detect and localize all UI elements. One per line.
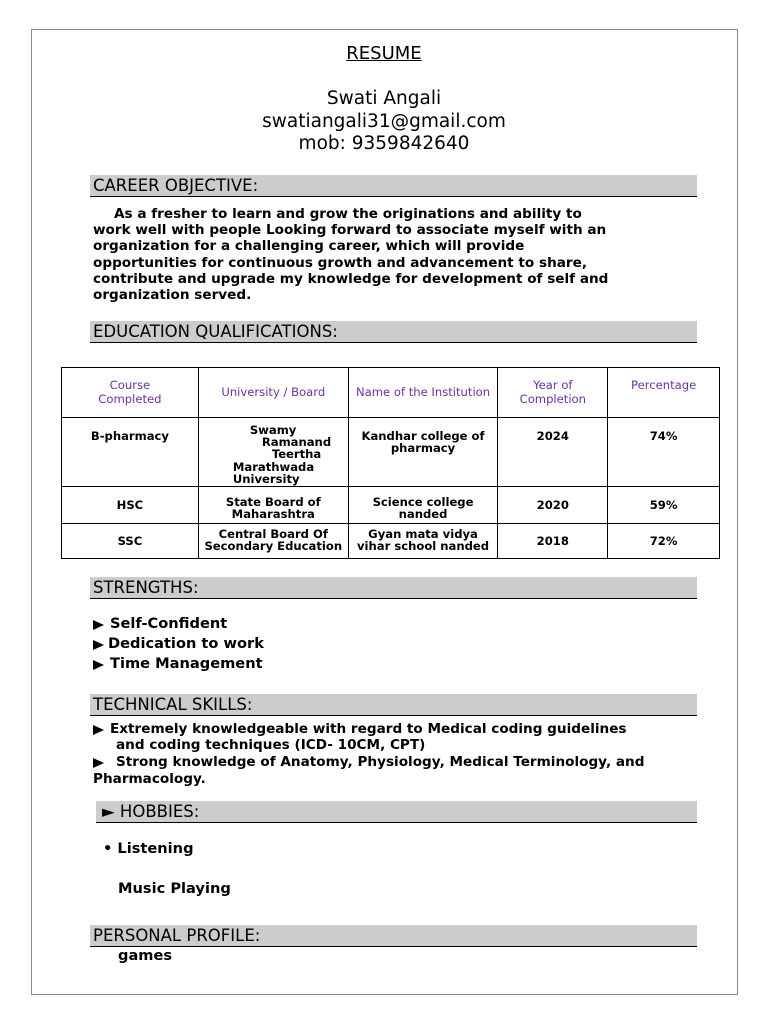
career-objective-heading: CAREER OBJECTIVE: (90, 175, 697, 197)
technical-skills-list (93, 721, 697, 787)
table-row (62, 487, 720, 524)
cell-institution: Science college nanded (348, 487, 498, 524)
strengths-heading: STRENGTHS: (90, 577, 697, 599)
cell-year: 2024 (498, 418, 608, 487)
personal-profile-heading: PERSONAL PROFILE: (90, 925, 697, 947)
cell-institution: Kandhar college of pharmacy (348, 418, 498, 487)
hobbies-heading: ► HOBBIES: (96, 801, 697, 823)
career-objective-text (93, 206, 697, 303)
triangle-bullet-icon (93, 640, 104, 650)
cell-course: HSC (62, 487, 199, 524)
column-header: Percentage (608, 368, 720, 418)
list-item-continuation: and coding techniques (ICD- 10CM, CPT) (116, 737, 426, 754)
column-header: Name of the Institution (348, 368, 498, 418)
career-line: organization for a challenging career, which will provide (93, 238, 525, 255)
hobby-item: Music Playing (118, 880, 231, 897)
candidate-email: swatiangali31@gmail.com (262, 111, 506, 132)
cell-percentage: 72% (608, 524, 720, 559)
table-header-row (62, 368, 720, 418)
cell-university: Swamy Ramanand Teertha Marathwada University (198, 418, 348, 487)
cell-year: 2018 (498, 524, 608, 559)
career-line: contribute and upgrade my knowledge for development of self and (93, 270, 609, 287)
column-header: Year of Completion (498, 368, 608, 418)
cell-course: B-pharmacy (62, 418, 199, 487)
column-header: Course Completed (62, 368, 199, 418)
cell-university: Central Board Of Secondary Education (198, 524, 348, 559)
table-row (62, 524, 720, 559)
triangle-bullet-icon (93, 725, 104, 735)
triangle-bullet-icon (93, 758, 104, 768)
candidate-name: Swati Angali (326, 88, 442, 109)
career-line: opportunities for continuous growth and advancement to share, (93, 254, 588, 271)
career-line: As a fresher to learn and grow the originations and ability to (114, 206, 582, 222)
list-item: Time Management (93, 654, 264, 674)
hobby-item: • Listening (103, 840, 194, 857)
resume-title: RESUME (346, 43, 422, 64)
table-row (62, 418, 720, 487)
technical-skills-heading: TECHNICAL SKILLS: (90, 694, 697, 716)
column-header: University / Board (198, 368, 348, 418)
hobby-item: games (118, 947, 173, 964)
list-item-continuation: Pharmacology. (93, 770, 206, 787)
list-item: Strong knowledge of Anatomy, Physiology, Medical Terminology, and (93, 754, 697, 770)
career-line: work well with people Looking forward to associate myself with an (93, 222, 607, 239)
list-item: Dedication to work (93, 634, 264, 654)
candidate-mobile: mob: 9359842640 (298, 133, 470, 154)
education-table (61, 367, 720, 559)
cell-percentage: 74% (608, 418, 720, 487)
strengths-list (93, 614, 264, 674)
list-item: Self-Confident (93, 614, 264, 634)
triangle-bullet-icon (93, 620, 104, 630)
list-item: Extremely knowledgeable with regard to Medical coding guidelines (93, 721, 697, 737)
career-line: organization served. (93, 287, 252, 304)
cell-institution: Gyan mata vidya vihar school nanded (348, 524, 498, 559)
cell-university: State Board of Maharashtra (198, 487, 348, 524)
triangle-bullet-icon (93, 660, 104, 670)
cell-percentage: 59% (608, 487, 720, 524)
cell-year: 2020 (498, 487, 608, 524)
cell-course: SSC (62, 524, 199, 559)
education-heading: EDUCATION QUALIFICATIONS: (90, 321, 697, 343)
